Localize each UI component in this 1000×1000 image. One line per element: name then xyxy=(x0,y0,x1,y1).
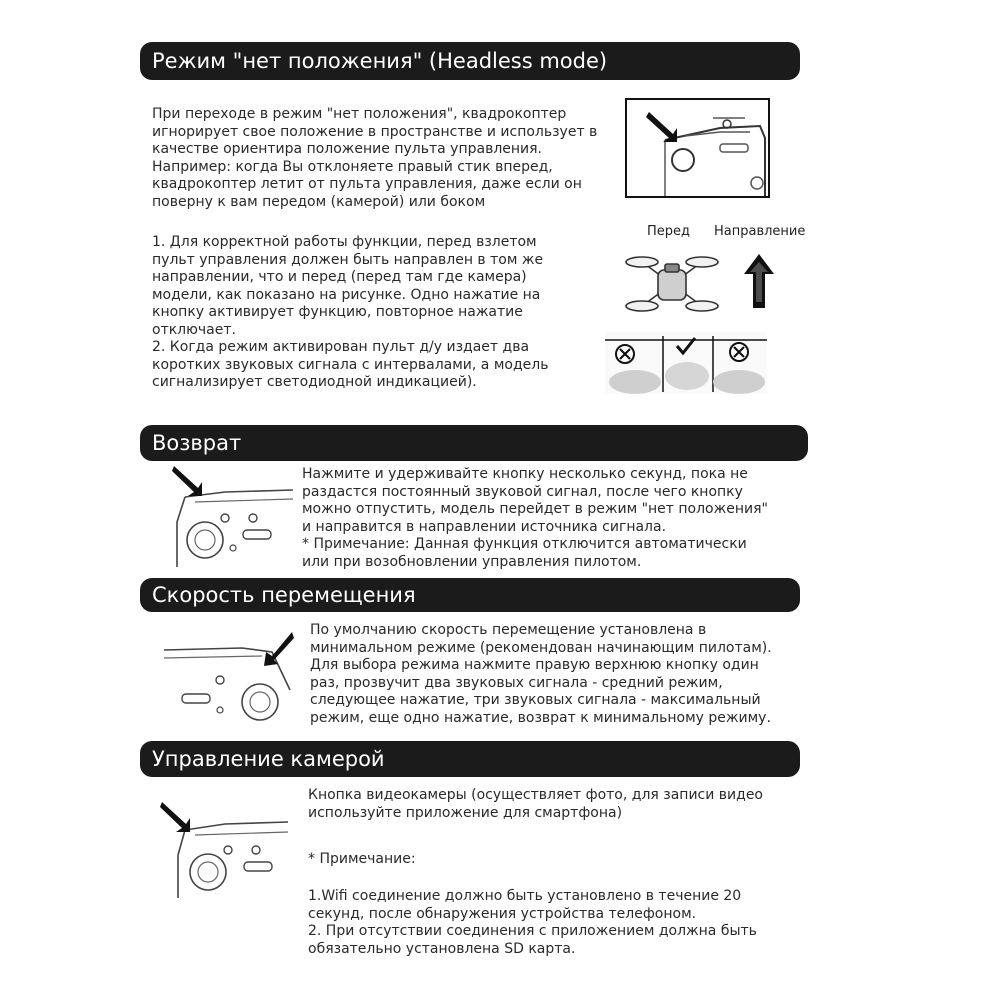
remote-orientation-strip xyxy=(605,332,767,394)
camera-notes-text: 1.Wifi соединение должно быть установлено в течение 20 секунд, после обнаружения устройства телефоном. 2. При отсутствии соединения с приложением должна быть обязательно установлена SD карта. xyxy=(308,888,757,957)
camera-note-header: * Примечание: xyxy=(308,851,416,867)
arrow-pointer-icon xyxy=(172,464,206,496)
arrow-pointer-icon xyxy=(262,630,294,666)
return-text: Нажмите и удерживайте кнопку несколько секунд, пока не раздастся постоянный звуковой сигнал, после чего кнопку можно отпустить, модель перейдет в режим "нет положения" и направится в направлении источника сигнала. * Примечание: Данная функция отключится автоматически или при возобновлении управления пилотом. xyxy=(302,466,768,570)
headless-notes-text: 1. Для корректной работы функции, перед взлетом пульт управления должен быть направлен в том же направлении, что и перед (перед там где камера) модели, как показано на рисунке. Одно нажатие на кнопку активирует функцию, повторное нажатие отключает. 2. Когда режим активирован пульт д/у издает два коротких звуковых сигнала с интервалами, а модель сигнализирует светодиодной индикацией). xyxy=(152,234,549,390)
section-header-camera xyxy=(140,741,800,777)
camera-text: Кнопка видеокамеры (осуществляет фото, для записи видео используйте приложение для смартфона) xyxy=(308,787,763,821)
headless-intro-text: При переходе в режим "нет положения", квадрокоптер игнорирует свое положение в пространстве и использует в качестве ориентира положение пульта управления. Например: когда Вы отклоняете правый стик вперед, квадрокоптер летит от пульта управления, даже если он поверну к вам передом (камерой) или боком xyxy=(152,106,598,210)
section-header-speed xyxy=(140,578,800,612)
section-title: Скорость перемещения xyxy=(152,582,416,607)
up-arrow-icon xyxy=(742,252,776,310)
section-header-headless xyxy=(140,42,800,80)
section-title: Возврат xyxy=(152,430,242,455)
drone-top-view xyxy=(622,244,722,322)
label-direction: Направление xyxy=(714,224,806,239)
speed-text: По умолчанию скорость перемещение установлена в минимальном режиме (рекомендован начинающим пилотам). Для выбора режима нажмите правую верхнюю кнопку один раз, прозвучит два звуковых сигнала - средний режим, следующее нажатие, три звуковых сигнала - максимальный режим, еще одно нажатие, возврат к минимальному режиму. xyxy=(310,622,772,726)
label-front: Перед xyxy=(647,224,691,239)
section-title: Управление камерой xyxy=(152,746,385,771)
arrow-pointer-icon xyxy=(160,800,194,832)
section-header-return xyxy=(140,425,808,461)
arrow-pointer-icon xyxy=(645,108,681,142)
section-title: Режим "нет положения" (Headless mode) xyxy=(152,48,608,73)
